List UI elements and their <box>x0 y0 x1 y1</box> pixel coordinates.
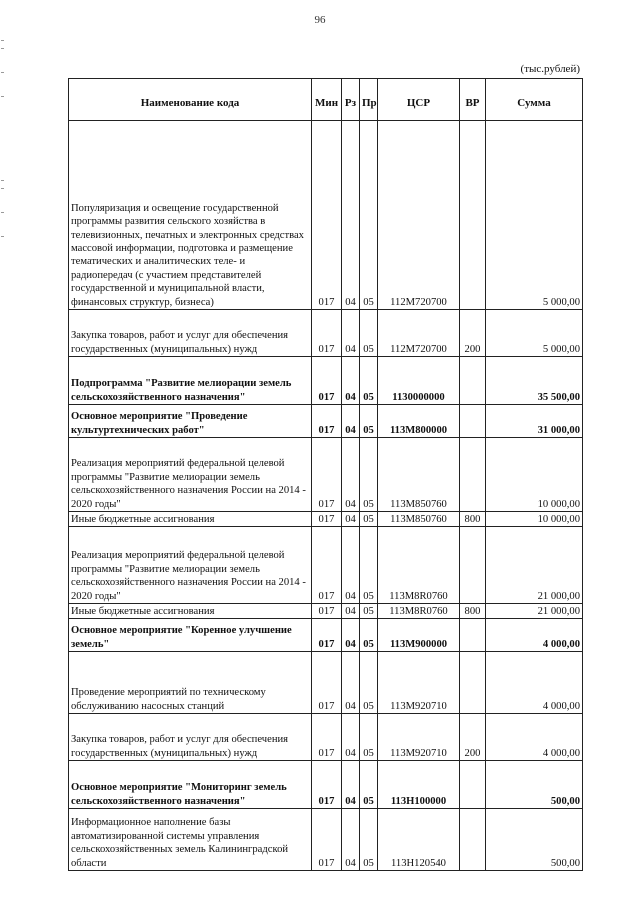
row-name-cell: Иные бюджетные ассигнования <box>69 604 312 619</box>
row-min-cell: 017 <box>312 438 342 512</box>
row-csr-cell: 112М720700 <box>378 310 460 357</box>
row-name-cell: Закупка товаров, работ и услуг для обеспечения государственных (муниципальных) нужд <box>69 310 312 357</box>
row-pr-cell: 05 <box>360 761 378 809</box>
row-vr-cell <box>460 405 486 438</box>
row-csr-cell: 112М720700 <box>378 121 460 310</box>
row-rz-cell: 04 <box>342 438 360 512</box>
row-pr-cell: 05 <box>360 714 378 761</box>
table-row <box>69 527 583 604</box>
row-vr-cell <box>460 357 486 405</box>
row-vr-cell <box>460 619 486 652</box>
row-vr-cell <box>460 527 486 604</box>
row-pr-cell: 05 <box>360 527 378 604</box>
row-vr-cell <box>460 438 486 512</box>
row-pr-cell: 05 <box>360 652 378 714</box>
table-row <box>69 761 583 809</box>
row-pr-cell: 05 <box>360 310 378 357</box>
scan-edge-marks <box>0 0 10 905</box>
row-rz-cell: 04 <box>342 121 360 310</box>
row-min-cell: 017 <box>312 809 342 871</box>
row-min-cell: 017 <box>312 761 342 809</box>
table-row <box>69 604 583 619</box>
row-sum-cell: 31 000,00 <box>486 405 583 438</box>
row-sum-cell: 500,00 <box>486 809 583 871</box>
row-name-cell: Информационное наполнение базы автоматизированной системы управления сельскохозяйственных земель Калининградской области <box>69 809 312 871</box>
table-row <box>69 357 583 405</box>
row-csr-cell: 113М800000 <box>378 405 460 438</box>
row-rz-cell: 04 <box>342 357 360 405</box>
header-rz: Рз <box>342 79 360 121</box>
row-csr-cell: 113М850760 <box>378 512 460 527</box>
row-rz-cell: 04 <box>342 310 360 357</box>
table-row <box>69 310 583 357</box>
row-name-cell: Основное мероприятие "Проведение культуртехнических работ" <box>69 405 312 438</box>
row-name-cell: Подпрограмма "Развитие мелиорации земель сельскохозяйственного назначения" <box>69 357 312 405</box>
row-min-cell: 017 <box>312 121 342 310</box>
table-row <box>69 714 583 761</box>
table-row <box>69 405 583 438</box>
row-min-cell: 017 <box>312 619 342 652</box>
header-vr: ВР <box>460 79 486 121</box>
row-name-cell: Реализация мероприятий федеральной целевой программы "Развитие мелиорации земель сельскохозяйственного назначения России на 2014 - 2020 годы" <box>69 527 312 604</box>
row-csr-cell: 113М920710 <box>378 714 460 761</box>
row-min-cell: 017 <box>312 714 342 761</box>
row-sum-cell: 500,00 <box>486 761 583 809</box>
row-csr-cell: 113М8R0760 <box>378 527 460 604</box>
table-row <box>69 121 583 310</box>
row-vr-cell <box>460 121 486 310</box>
row-csr-cell: 1130000000 <box>378 357 460 405</box>
row-rz-cell: 04 <box>342 604 360 619</box>
row-csr-cell: 113Н100000 <box>378 761 460 809</box>
row-vr-cell: 800 <box>460 512 486 527</box>
row-pr-cell: 05 <box>360 121 378 310</box>
row-vr-cell <box>460 809 486 871</box>
row-name-cell: Популяризация и освещение государственной программы развития сельского хозяйства в телевизионных, печатных и электронных средствах массовой информации, подготовка и размещение тематических и аналитических теле- и радиопередач (с участием представителей государственной и муниципальной власти, финансовых структур, бизнеса) <box>69 121 312 310</box>
row-vr-cell: 200 <box>460 714 486 761</box>
row-min-cell: 017 <box>312 604 342 619</box>
table-row <box>69 438 583 512</box>
row-pr-cell: 05 <box>360 809 378 871</box>
row-min-cell: 017 <box>312 357 342 405</box>
header-name: Наименование кода <box>69 79 312 121</box>
budget-table <box>68 78 583 871</box>
row-min-cell: 017 <box>312 405 342 438</box>
row-name-cell: Основное мероприятие "Коренное улучшение земель" <box>69 619 312 652</box>
table-row <box>69 652 583 714</box>
row-pr-cell: 05 <box>360 619 378 652</box>
row-pr-cell: 05 <box>360 438 378 512</box>
row-rz-cell: 04 <box>342 619 360 652</box>
row-rz-cell: 04 <box>342 527 360 604</box>
header-pr: Пр <box>360 79 378 121</box>
page-number: 96 <box>314 14 326 26</box>
row-rz-cell: 04 <box>342 652 360 714</box>
row-name-cell: Иные бюджетные ассигнования <box>69 512 312 527</box>
header-sum: Сумма <box>486 79 583 121</box>
header-min: Мин <box>312 79 342 121</box>
row-csr-cell: 113М8R0760 <box>378 604 460 619</box>
row-sum-cell: 4 000,00 <box>486 619 583 652</box>
table-row <box>69 809 583 871</box>
row-rz-cell: 04 <box>342 809 360 871</box>
row-sum-cell: 5 000,00 <box>486 121 583 310</box>
row-pr-cell: 05 <box>360 357 378 405</box>
row-sum-cell: 10 000,00 <box>486 512 583 527</box>
row-csr-cell: 113М900000 <box>378 619 460 652</box>
table-header-row <box>69 79 583 121</box>
row-rz-cell: 04 <box>342 761 360 809</box>
row-rz-cell: 04 <box>342 512 360 527</box>
row-sum-cell: 5 000,00 <box>486 310 583 357</box>
row-min-cell: 017 <box>312 512 342 527</box>
row-sum-cell: 21 000,00 <box>486 527 583 604</box>
table-row <box>69 512 583 527</box>
row-pr-cell: 05 <box>360 405 378 438</box>
row-vr-cell: 800 <box>460 604 486 619</box>
row-vr-cell <box>460 652 486 714</box>
header-csr: ЦСР <box>378 79 460 121</box>
row-name-cell: Закупка товаров, работ и услуг для обеспечения государственных (муниципальных) нужд <box>69 714 312 761</box>
row-sum-cell: 21 000,00 <box>486 604 583 619</box>
table-row <box>69 619 583 652</box>
row-min-cell: 017 <box>312 652 342 714</box>
row-name-cell: Проведение мероприятий по техническому обслуживанию насосных станций <box>69 652 312 714</box>
units-label: (тыс.рублей) <box>520 63 580 75</box>
row-min-cell: 017 <box>312 527 342 604</box>
row-min-cell: 017 <box>312 310 342 357</box>
row-sum-cell: 10 000,00 <box>486 438 583 512</box>
row-vr-cell: 200 <box>460 310 486 357</box>
row-rz-cell: 04 <box>342 714 360 761</box>
row-csr-cell: 113М850760 <box>378 438 460 512</box>
row-csr-cell: 113Н120540 <box>378 809 460 871</box>
row-vr-cell <box>460 761 486 809</box>
row-sum-cell: 35 500,00 <box>486 357 583 405</box>
row-sum-cell: 4 000,00 <box>486 714 583 761</box>
row-pr-cell: 05 <box>360 512 378 527</box>
row-csr-cell: 113М920710 <box>378 652 460 714</box>
row-sum-cell: 4 000,00 <box>486 652 583 714</box>
row-rz-cell: 04 <box>342 405 360 438</box>
row-pr-cell: 05 <box>360 604 378 619</box>
row-name-cell: Основное мероприятие "Мониторинг земель сельскохозяйственного назначения" <box>69 761 312 809</box>
row-name-cell: Реализация мероприятий федеральной целевой программы "Развитие мелиорации земель сельскохозяйственного назначения России на 2014 - 2020 годы" <box>69 438 312 512</box>
